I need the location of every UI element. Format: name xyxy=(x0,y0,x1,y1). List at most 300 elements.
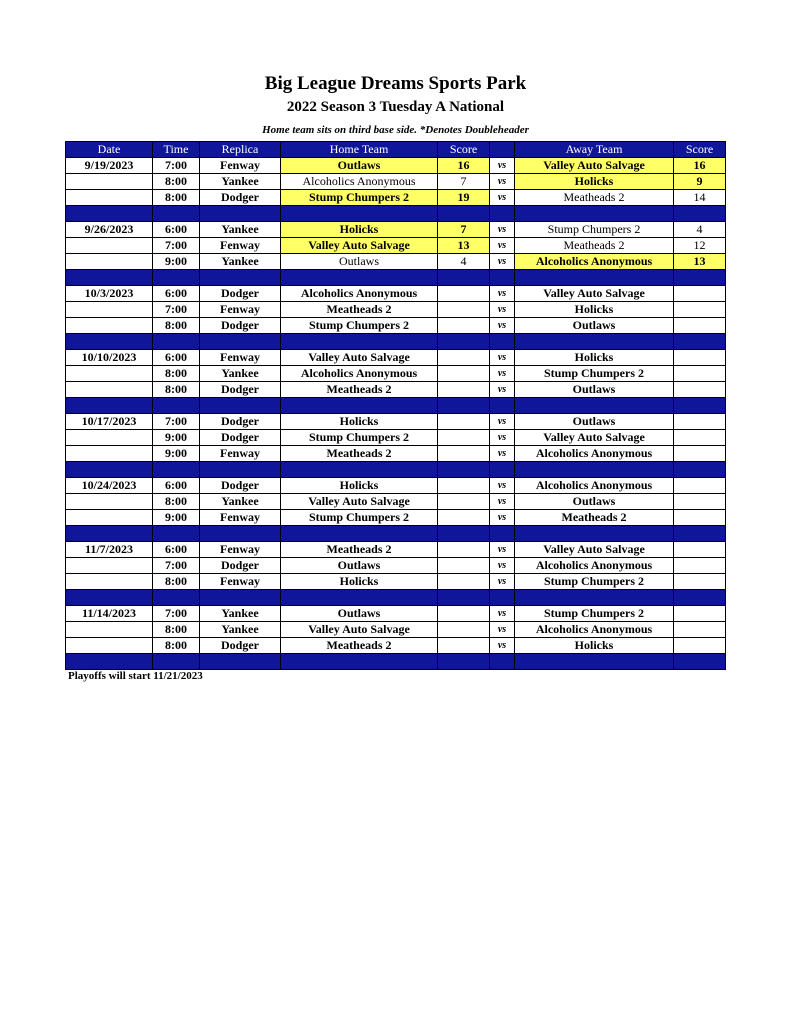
away-score-cell: 16 xyxy=(674,158,726,174)
table-row xyxy=(66,238,726,254)
week-separator-row xyxy=(66,270,726,286)
away-score-cell xyxy=(674,638,726,654)
separator-cell xyxy=(66,654,153,670)
separator-cell xyxy=(674,334,726,350)
home-team-cell: Alcoholics Anonymous xyxy=(281,366,438,382)
away-team-cell: Alcoholics Anonymous xyxy=(515,478,674,494)
separator-cell xyxy=(153,590,200,606)
separator-cell xyxy=(66,334,153,350)
home-team-cell: Stump Chumpers 2 xyxy=(281,510,438,526)
table-header-row xyxy=(66,142,726,158)
date-cell xyxy=(66,430,153,446)
home-team-cell: Holicks xyxy=(281,574,438,590)
vs-cell: vs xyxy=(490,414,515,430)
away-team-cell: Stump Chumpers 2 xyxy=(515,574,674,590)
vs-cell: vs xyxy=(490,350,515,366)
time-cell: 7:00 xyxy=(153,302,200,318)
away-score-cell: 4 xyxy=(674,222,726,238)
separator-cell xyxy=(153,206,200,222)
table-row xyxy=(66,558,726,574)
table-row xyxy=(66,494,726,510)
home-score-cell xyxy=(438,558,490,574)
replica-cell: Fenway xyxy=(200,350,281,366)
replica-cell: Fenway xyxy=(200,302,281,318)
home-team-cell: Stump Chumpers 2 xyxy=(281,190,438,206)
separator-cell xyxy=(438,398,490,414)
separator-cell xyxy=(281,654,438,670)
table-row xyxy=(66,510,726,526)
replica-cell: Dodger xyxy=(200,430,281,446)
separator-cell xyxy=(515,526,674,542)
time-cell: 7:00 xyxy=(153,238,200,254)
home-team-cell: Meatheads 2 xyxy=(281,638,438,654)
separator-cell xyxy=(515,334,674,350)
away-team-cell: Valley Auto Salvage xyxy=(515,542,674,558)
separator-cell xyxy=(490,526,515,542)
time-cell: 6:00 xyxy=(153,286,200,302)
col-header-date: Date xyxy=(66,142,153,158)
separator-cell xyxy=(490,398,515,414)
table-row xyxy=(66,574,726,590)
separator-cell xyxy=(674,270,726,286)
away-team-cell: Alcoholics Anonymous xyxy=(515,446,674,462)
separator-cell xyxy=(153,398,200,414)
home-team-cell: Stump Chumpers 2 xyxy=(281,318,438,334)
date-cell: 10/24/2023 xyxy=(66,478,153,494)
date-cell xyxy=(66,622,153,638)
vs-cell: vs xyxy=(490,286,515,302)
vs-cell: vs xyxy=(490,446,515,462)
home-score-cell xyxy=(438,446,490,462)
separator-cell xyxy=(438,526,490,542)
col-header-vs xyxy=(490,142,515,158)
away-score-cell xyxy=(674,382,726,398)
replica-cell: Dodger xyxy=(200,414,281,430)
home-team-cell: Meatheads 2 xyxy=(281,302,438,318)
separator-cell xyxy=(66,270,153,286)
separator-cell xyxy=(200,334,281,350)
separator-cell xyxy=(674,462,726,478)
vs-cell: vs xyxy=(490,222,515,238)
separator-cell xyxy=(674,206,726,222)
date-cell: 11/7/2023 xyxy=(66,542,153,558)
time-cell: 8:00 xyxy=(153,622,200,638)
table-row xyxy=(66,286,726,302)
separator-cell xyxy=(200,398,281,414)
away-team-cell: Alcoholics Anonymous xyxy=(515,558,674,574)
home-score-cell xyxy=(438,494,490,510)
replica-cell: Fenway xyxy=(200,510,281,526)
date-cell: 10/10/2023 xyxy=(66,350,153,366)
time-cell: 7:00 xyxy=(153,414,200,430)
vs-cell: vs xyxy=(490,174,515,190)
table-row xyxy=(66,302,726,318)
date-cell xyxy=(66,238,153,254)
vs-cell: vs xyxy=(490,158,515,174)
away-team-cell: Valley Auto Salvage xyxy=(515,158,674,174)
away-score-cell xyxy=(674,318,726,334)
replica-cell: Yankee xyxy=(200,494,281,510)
time-cell: 7:00 xyxy=(153,158,200,174)
vs-cell: vs xyxy=(490,254,515,270)
home-score-cell xyxy=(438,366,490,382)
separator-cell xyxy=(200,526,281,542)
separator-cell xyxy=(66,590,153,606)
home-score-cell: 16 xyxy=(438,158,490,174)
separator-cell xyxy=(153,270,200,286)
date-cell xyxy=(66,254,153,270)
separator-cell xyxy=(674,590,726,606)
vs-cell: vs xyxy=(490,638,515,654)
time-cell: 9:00 xyxy=(153,510,200,526)
vs-cell: vs xyxy=(490,190,515,206)
vs-cell: vs xyxy=(490,558,515,574)
away-team-cell: Meatheads 2 xyxy=(515,510,674,526)
vs-cell: vs xyxy=(490,494,515,510)
time-cell: 8:00 xyxy=(153,574,200,590)
home-score-cell xyxy=(438,542,490,558)
separator-cell xyxy=(200,206,281,222)
home-score-cell xyxy=(438,286,490,302)
playoffs-note: Playoffs will start 11/21/2023 xyxy=(68,670,203,682)
time-cell: 8:00 xyxy=(153,190,200,206)
separator-cell xyxy=(674,526,726,542)
home-team-cell: Meatheads 2 xyxy=(281,446,438,462)
date-cell xyxy=(66,510,153,526)
schedule-table xyxy=(65,141,726,670)
separator-cell xyxy=(153,334,200,350)
date-cell xyxy=(66,574,153,590)
separator-cell xyxy=(281,590,438,606)
home-score-cell xyxy=(438,574,490,590)
away-score-cell: 14 xyxy=(674,190,726,206)
week-separator-row xyxy=(66,654,726,670)
table-row xyxy=(66,222,726,238)
separator-cell xyxy=(490,590,515,606)
separator-cell xyxy=(438,334,490,350)
table-row xyxy=(66,542,726,558)
away-team-cell: Alcoholics Anonymous xyxy=(515,622,674,638)
week-separator-row xyxy=(66,398,726,414)
replica-cell: Fenway xyxy=(200,238,281,254)
replica-cell: Yankee xyxy=(200,366,281,382)
separator-cell xyxy=(200,462,281,478)
away-team-cell: Meatheads 2 xyxy=(515,238,674,254)
vs-cell: vs xyxy=(490,430,515,446)
away-score-cell xyxy=(674,622,726,638)
separator-cell xyxy=(153,654,200,670)
page-title: Big League Dreams Sports Park xyxy=(264,73,527,94)
table-row xyxy=(66,158,726,174)
separator-cell xyxy=(153,462,200,478)
separator-cell xyxy=(515,462,674,478)
home-score-cell xyxy=(438,638,490,654)
schedule-body xyxy=(66,158,726,670)
home-score-cell xyxy=(438,350,490,366)
away-score-cell xyxy=(674,350,726,366)
home-score-cell: 7 xyxy=(438,174,490,190)
date-cell xyxy=(66,494,153,510)
date-cell xyxy=(66,190,153,206)
date-cell xyxy=(66,366,153,382)
home-score-cell xyxy=(438,622,490,638)
separator-cell xyxy=(515,398,674,414)
table-row xyxy=(66,174,726,190)
home-team-cell: Holicks xyxy=(281,414,438,430)
date-cell: 10/3/2023 xyxy=(66,286,153,302)
table-row xyxy=(66,190,726,206)
separator-cell xyxy=(515,270,674,286)
time-cell: 7:00 xyxy=(153,606,200,622)
home-score-cell: 4 xyxy=(438,254,490,270)
separator-cell xyxy=(281,526,438,542)
replica-cell: Dodger xyxy=(200,286,281,302)
col-header-away-score: Score xyxy=(674,142,726,158)
table-row xyxy=(66,254,726,270)
replica-cell: Dodger xyxy=(200,318,281,334)
table-row xyxy=(66,350,726,366)
home-score-cell xyxy=(438,302,490,318)
home-score-cell xyxy=(438,382,490,398)
home-score-cell: 19 xyxy=(438,190,490,206)
away-team-cell: Outlaws xyxy=(515,382,674,398)
home-team-cell: Valley Auto Salvage xyxy=(281,350,438,366)
table-row xyxy=(66,430,726,446)
separator-cell xyxy=(490,334,515,350)
vs-cell: vs xyxy=(490,302,515,318)
replica-cell: Dodger xyxy=(200,382,281,398)
table-row xyxy=(66,622,726,638)
away-score-cell xyxy=(674,606,726,622)
separator-cell xyxy=(438,270,490,286)
col-header-replica: Replica xyxy=(200,142,281,158)
replica-cell: Yankee xyxy=(200,622,281,638)
vs-cell: vs xyxy=(490,366,515,382)
table-row xyxy=(66,606,726,622)
week-separator-row xyxy=(66,590,726,606)
separator-cell xyxy=(674,654,726,670)
away-score-cell xyxy=(674,494,726,510)
time-cell: 9:00 xyxy=(153,254,200,270)
home-team-cell: Outlaws xyxy=(281,558,438,574)
home-team-cell: Valley Auto Salvage xyxy=(281,494,438,510)
replica-cell: Yankee xyxy=(200,606,281,622)
date-cell xyxy=(66,174,153,190)
replica-cell: Fenway xyxy=(200,574,281,590)
time-cell: 8:00 xyxy=(153,494,200,510)
replica-cell: Yankee xyxy=(200,222,281,238)
time-cell: 9:00 xyxy=(153,430,200,446)
date-cell: 10/17/2023 xyxy=(66,414,153,430)
table-row xyxy=(66,638,726,654)
separator-cell xyxy=(281,398,438,414)
home-team-cell: Outlaws xyxy=(281,254,438,270)
table-row xyxy=(66,366,726,382)
away-team-cell: Outlaws xyxy=(515,318,674,334)
col-header-away-team: Away Team xyxy=(515,142,674,158)
away-team-cell: Valley Auto Salvage xyxy=(515,286,674,302)
separator-cell xyxy=(200,270,281,286)
separator-cell xyxy=(438,206,490,222)
home-team-cell: Meatheads 2 xyxy=(281,382,438,398)
separator-cell xyxy=(153,526,200,542)
home-team-cell: Outlaws xyxy=(281,606,438,622)
time-cell: 9:00 xyxy=(153,446,200,462)
date-cell xyxy=(66,446,153,462)
separator-cell xyxy=(438,590,490,606)
date-cell xyxy=(66,318,153,334)
separator-cell xyxy=(674,398,726,414)
replica-cell: Dodger xyxy=(200,558,281,574)
week-separator-row xyxy=(66,206,726,222)
home-team-cell: Meatheads 2 xyxy=(281,542,438,558)
time-cell: 8:00 xyxy=(153,174,200,190)
time-cell: 7:00 xyxy=(153,558,200,574)
replica-cell: Fenway xyxy=(200,446,281,462)
home-team-cell: Valley Auto Salvage xyxy=(281,622,438,638)
header-note: Home team sits on third base side. *Denotes Doubleheader xyxy=(262,124,529,136)
home-team-cell: Holicks xyxy=(281,478,438,494)
home-score-cell xyxy=(438,510,490,526)
vs-cell: vs xyxy=(490,574,515,590)
home-score-cell xyxy=(438,478,490,494)
away-team-cell: Valley Auto Salvage xyxy=(515,430,674,446)
home-score-cell: 7 xyxy=(438,222,490,238)
replica-cell: Fenway xyxy=(200,158,281,174)
separator-cell xyxy=(490,462,515,478)
week-separator-row xyxy=(66,334,726,350)
time-cell: 8:00 xyxy=(153,382,200,398)
separator-cell xyxy=(490,270,515,286)
time-cell: 6:00 xyxy=(153,350,200,366)
separator-cell xyxy=(200,590,281,606)
col-header-time: Time xyxy=(153,142,200,158)
vs-cell: vs xyxy=(490,478,515,494)
home-score-cell xyxy=(438,430,490,446)
date-cell: 9/26/2023 xyxy=(66,222,153,238)
col-header-home-team: Home Team xyxy=(281,142,438,158)
date-cell: 9/19/2023 xyxy=(66,158,153,174)
vs-cell: vs xyxy=(490,622,515,638)
home-team-cell: Alcoholics Anonymous xyxy=(281,174,438,190)
replica-cell: Yankee xyxy=(200,174,281,190)
separator-cell xyxy=(66,398,153,414)
table-row xyxy=(66,478,726,494)
home-score-cell: 13 xyxy=(438,238,490,254)
separator-cell xyxy=(200,654,281,670)
week-separator-row xyxy=(66,462,726,478)
away-score-cell xyxy=(674,286,726,302)
away-team-cell: Outlaws xyxy=(515,414,674,430)
date-cell xyxy=(66,382,153,398)
separator-cell xyxy=(515,654,674,670)
home-team-cell: Stump Chumpers 2 xyxy=(281,430,438,446)
away-team-cell: Holicks xyxy=(515,174,674,190)
table-row xyxy=(66,414,726,430)
home-team-cell: Holicks xyxy=(281,222,438,238)
time-cell: 8:00 xyxy=(153,638,200,654)
separator-cell xyxy=(281,270,438,286)
home-team-cell: Valley Auto Salvage xyxy=(281,238,438,254)
separator-cell xyxy=(515,206,674,222)
away-team-cell: Stump Chumpers 2 xyxy=(515,366,674,382)
vs-cell: vs xyxy=(490,382,515,398)
away-score-cell xyxy=(674,446,726,462)
away-score-cell xyxy=(674,542,726,558)
home-team-cell: Outlaws xyxy=(281,158,438,174)
home-score-cell xyxy=(438,606,490,622)
away-score-cell xyxy=(674,510,726,526)
time-cell: 6:00 xyxy=(153,478,200,494)
date-cell xyxy=(66,558,153,574)
away-team-cell: Meatheads 2 xyxy=(515,190,674,206)
replica-cell: Fenway xyxy=(200,542,281,558)
table-row xyxy=(66,446,726,462)
vs-cell: vs xyxy=(490,318,515,334)
away-score-cell: 13 xyxy=(674,254,726,270)
week-separator-row xyxy=(66,526,726,542)
away-team-cell: Stump Chumpers 2 xyxy=(515,222,674,238)
away-score-cell xyxy=(674,366,726,382)
home-score-cell xyxy=(438,414,490,430)
away-team-cell: Alcoholics Anonymous xyxy=(515,254,674,270)
away-team-cell: Holicks xyxy=(515,302,674,318)
vs-cell: vs xyxy=(490,542,515,558)
col-header-home-score: Score xyxy=(438,142,490,158)
separator-cell xyxy=(515,590,674,606)
page-subtitle: 2022 Season 3 Tuesday A National xyxy=(286,99,505,115)
vs-cell: vs xyxy=(490,606,515,622)
replica-cell: Yankee xyxy=(200,254,281,270)
home-team-cell: Alcoholics Anonymous xyxy=(281,286,438,302)
separator-cell xyxy=(490,206,515,222)
replica-cell: Dodger xyxy=(200,190,281,206)
separator-cell xyxy=(438,654,490,670)
separator-cell xyxy=(438,462,490,478)
away-score-cell xyxy=(674,478,726,494)
date-cell: 11/14/2023 xyxy=(66,606,153,622)
separator-cell xyxy=(490,654,515,670)
away-score-cell: 9 xyxy=(674,174,726,190)
away-team-cell: Stump Chumpers 2 xyxy=(515,606,674,622)
date-cell xyxy=(66,302,153,318)
home-score-cell xyxy=(438,318,490,334)
away-score-cell xyxy=(674,558,726,574)
time-cell: 6:00 xyxy=(153,222,200,238)
table-row xyxy=(66,382,726,398)
time-cell: 8:00 xyxy=(153,318,200,334)
replica-cell: Dodger xyxy=(200,638,281,654)
replica-cell: Dodger xyxy=(200,478,281,494)
separator-cell xyxy=(66,526,153,542)
away-score-cell xyxy=(674,430,726,446)
separator-cell xyxy=(281,334,438,350)
vs-cell: vs xyxy=(490,238,515,254)
away-score-cell xyxy=(674,302,726,318)
vs-cell: vs xyxy=(490,510,515,526)
away-team-cell: Outlaws xyxy=(515,494,674,510)
separator-cell xyxy=(281,206,438,222)
time-cell: 6:00 xyxy=(153,542,200,558)
away-team-cell: Holicks xyxy=(515,350,674,366)
separator-cell xyxy=(66,462,153,478)
date-cell xyxy=(66,638,153,654)
separator-cell xyxy=(281,462,438,478)
away-score-cell xyxy=(674,574,726,590)
away-team-cell: Holicks xyxy=(515,638,674,654)
away-score-cell xyxy=(674,414,726,430)
away-score-cell: 12 xyxy=(674,238,726,254)
